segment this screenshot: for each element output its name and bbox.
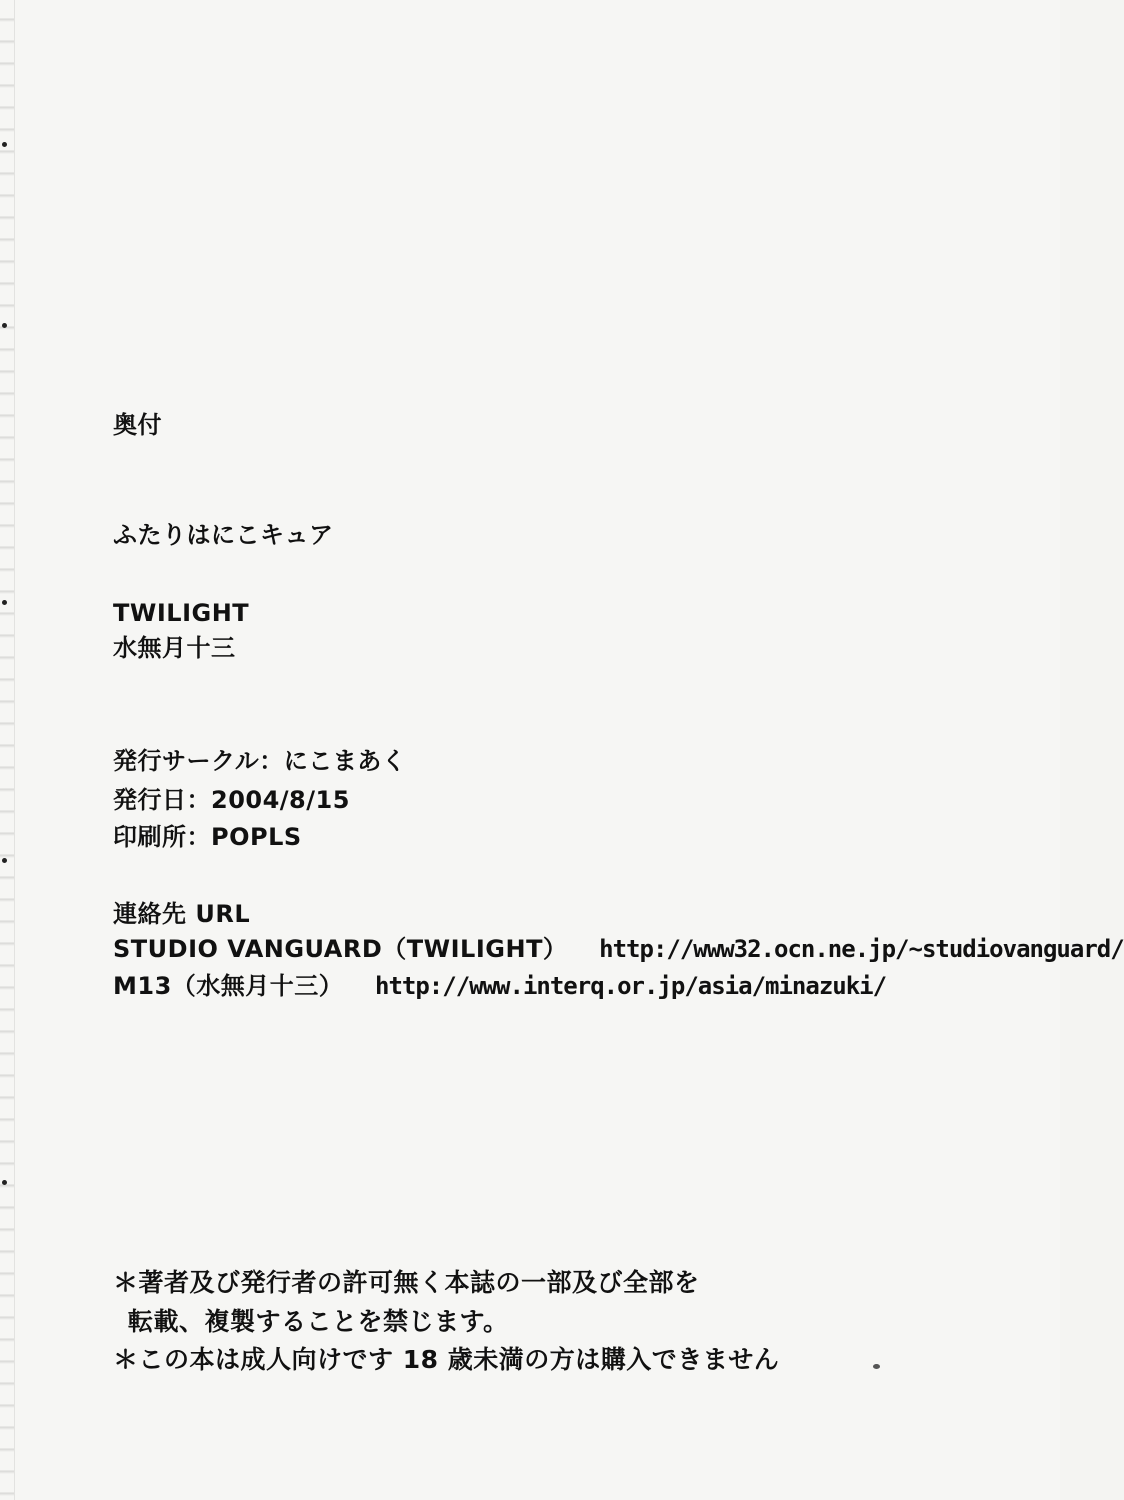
author-jp: 水無月十三 bbox=[113, 634, 236, 662]
contact-url-link[interactable]: http://www.interq.or.jp/asia/minazuki/ bbox=[375, 972, 887, 1000]
note-line: ＊この本は成人向けです 18 歳未満の方は購入できません bbox=[113, 1345, 780, 1374]
contacts-heading: 連絡先 URL bbox=[113, 900, 251, 928]
author-en: TWILIGHT bbox=[113, 599, 250, 627]
speck bbox=[873, 1364, 880, 1369]
contact-name: STUDIO VANGUARD（TWILIGHT） bbox=[113, 935, 568, 963]
edge-mark bbox=[2, 1180, 7, 1185]
book-title: ふたりはにこキュア bbox=[113, 521, 334, 549]
edge-mark bbox=[2, 858, 7, 863]
contact-url-link[interactable]: http://www32.ocn.ne.jp/~studiovanguard/ bbox=[599, 935, 1124, 963]
printer-line: 印刷所：POPLS bbox=[113, 823, 302, 851]
colophon-heading: 奥付 bbox=[113, 411, 162, 439]
note-line: ＊著者及び発行者の許可無く本誌の一部及び全部を bbox=[113, 1268, 700, 1297]
contact-row bbox=[113, 971, 886, 1001]
page-edge bbox=[0, 0, 15, 1500]
contact-row bbox=[113, 934, 1124, 964]
edge-mark bbox=[2, 600, 7, 605]
circle-line: 発行サークル：にこまあく bbox=[113, 747, 407, 775]
edge-mark bbox=[2, 142, 7, 147]
edge-mark bbox=[2, 323, 7, 328]
note-line: 転載、複製することを禁じます。 bbox=[128, 1307, 509, 1336]
date-line: 発行日：2004/8/15 bbox=[113, 786, 350, 814]
contact-name: M13（水無月十三） bbox=[113, 972, 344, 1000]
